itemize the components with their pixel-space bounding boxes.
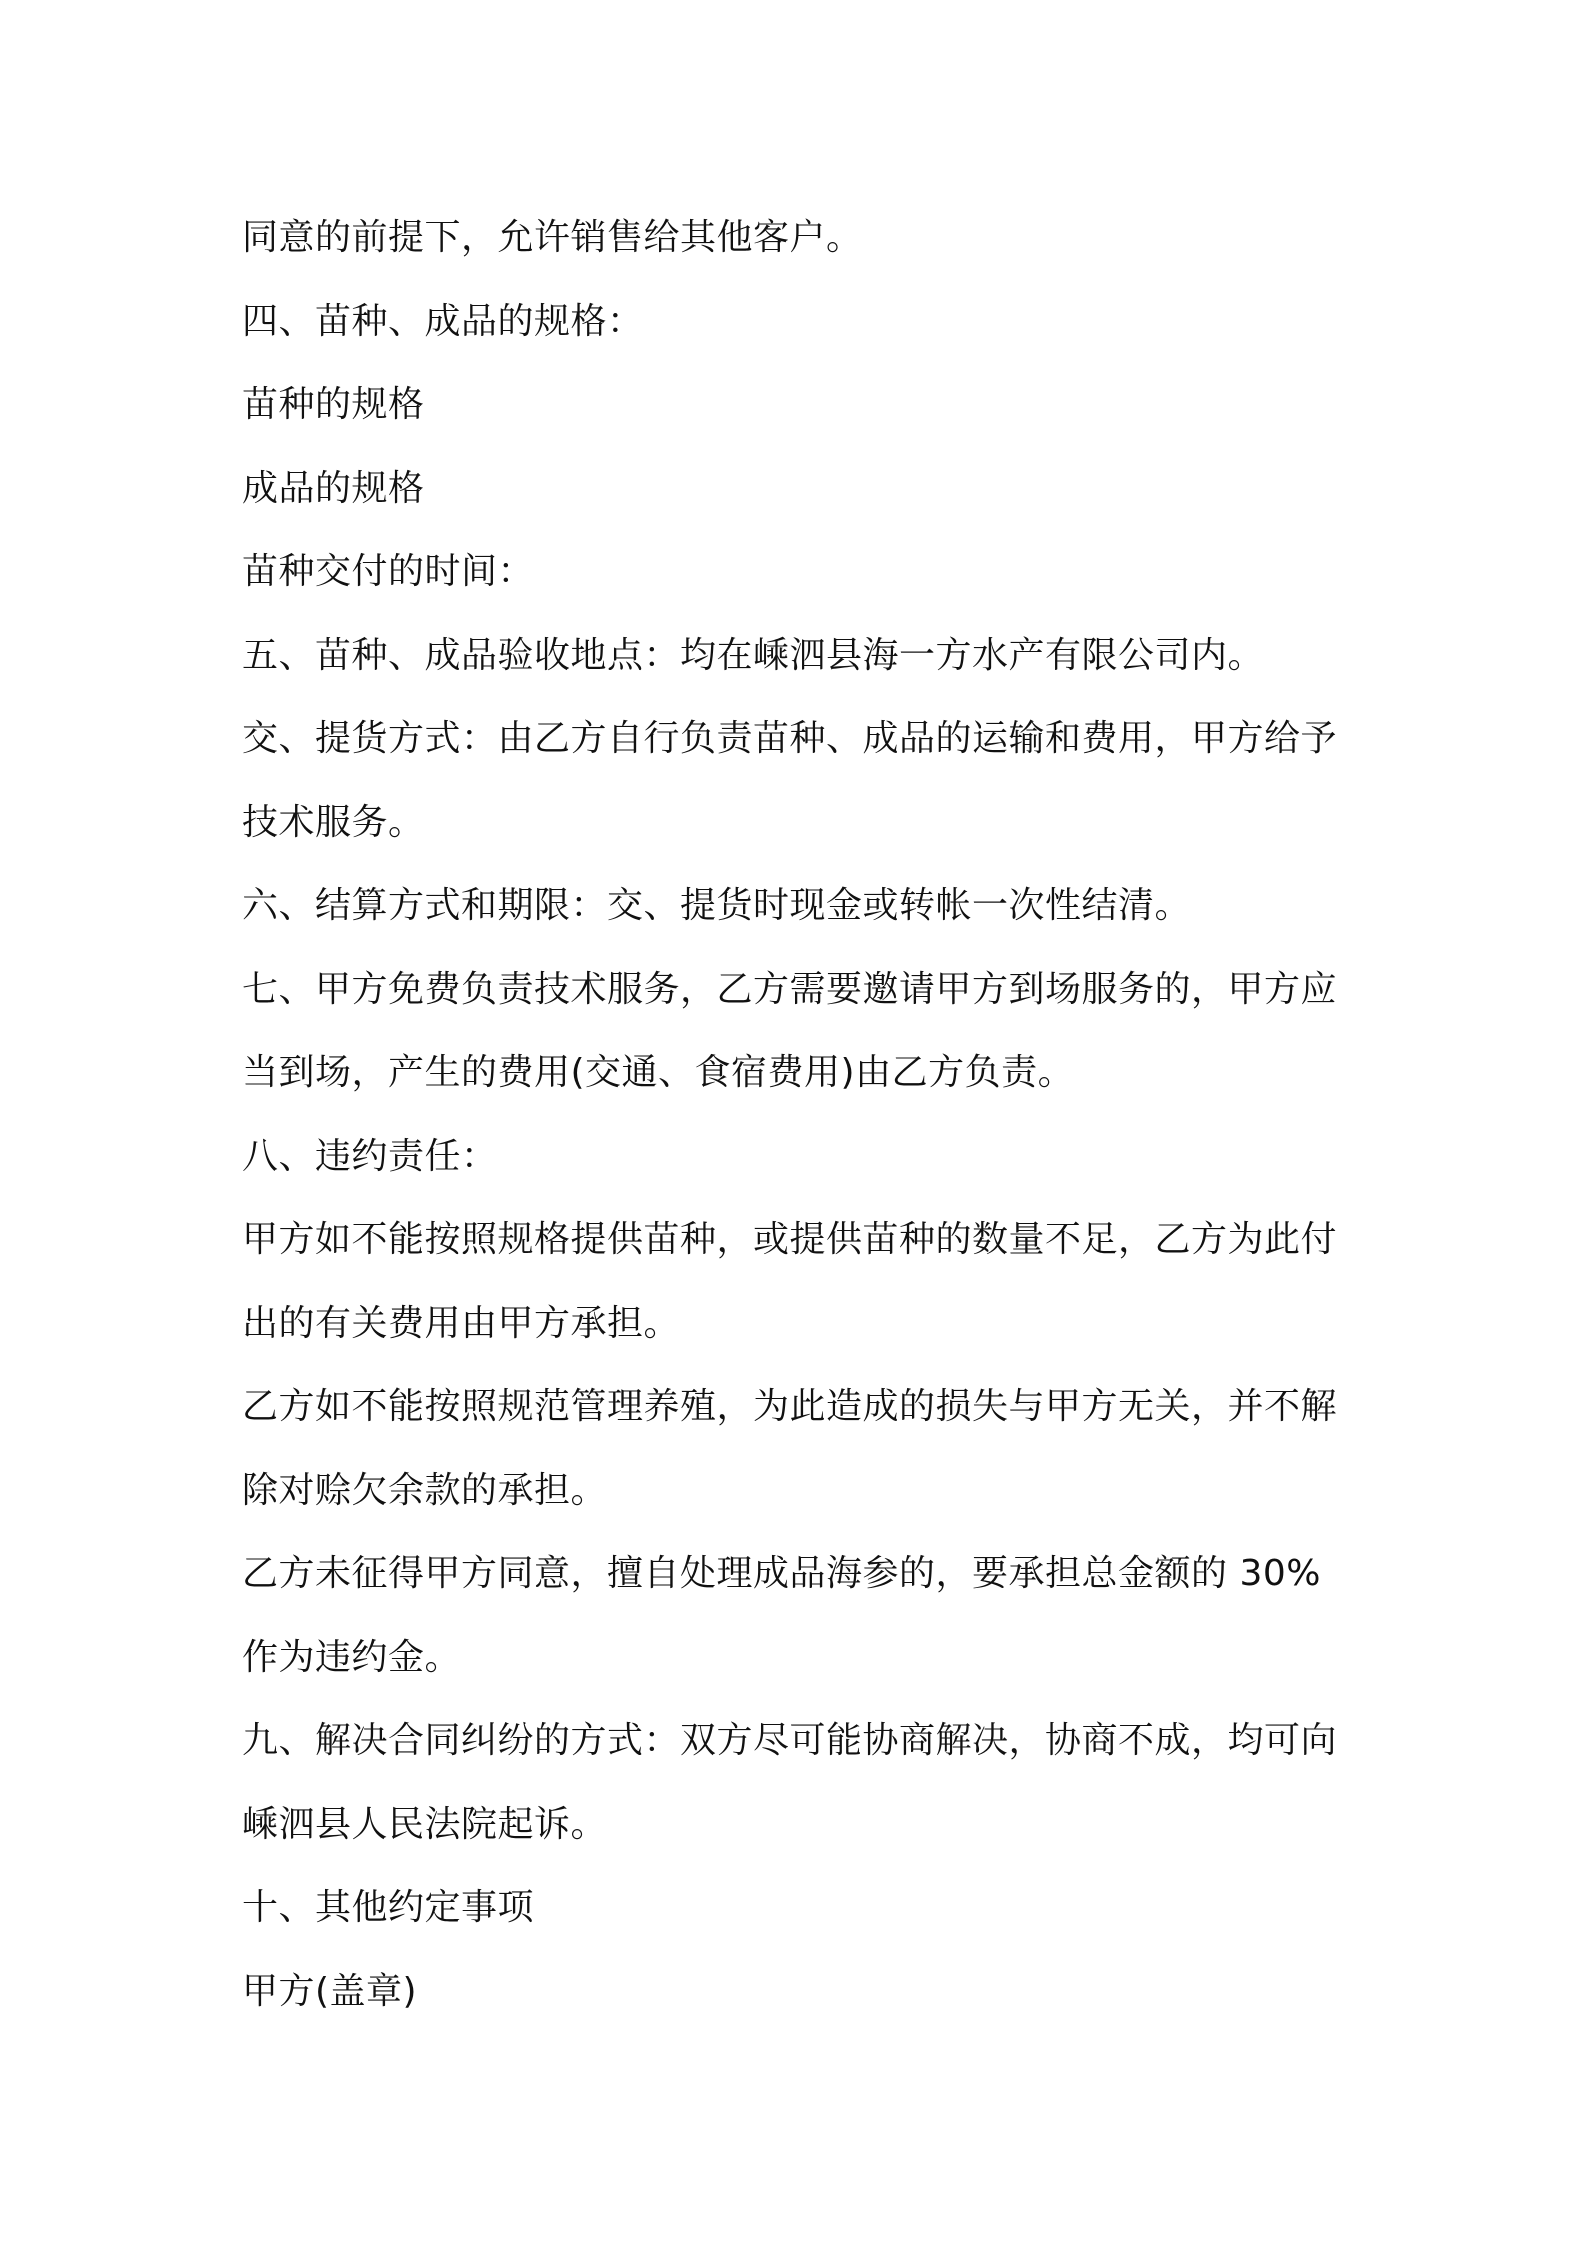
text-line: 作为违约金。	[242, 1636, 462, 1678]
section-heading: 六、结算方式和期限：交、提货时现金或转帐一次性结清。	[242, 885, 1192, 926]
text-line: 技术服务。	[242, 801, 425, 843]
text-line: 乙方如不能按照规范管理养殖，为此造成的损失与甲方无关，并不解	[242, 1386, 1338, 1427]
signature-label: 甲方(盖章)	[242, 1970, 418, 2012]
text-line: 除对赊欠余款的承担。	[242, 1469, 608, 1511]
section-heading: 五、苗种、成品验收地点：均在嵊泗县海一方水产有限公司内。	[242, 634, 1265, 676]
section-heading: 七、甲方免费负责技术服务，乙方需要邀请甲方到场服务的，甲方应	[242, 968, 1338, 1010]
text-line: 当到场，产生的费用(交通、食宿费用)由乙方负责。	[242, 1052, 1075, 1093]
document-body	[242, 196, 1362, 2033]
section-heading: 四、苗种、成品的规格：	[242, 300, 644, 342]
section-heading: 十、其他约定事项	[242, 1887, 535, 1928]
text-line: 同意的前提下，允许销售给其他客户。	[242, 217, 863, 258]
text-line: 乙方未征得甲方同意，擅自处理成品海参的，要承担总金额的 30%	[242, 1553, 1321, 1594]
text-line: 成品的规格	[242, 467, 425, 509]
section-heading: 八、违约责任：	[242, 1135, 498, 1177]
text-line: 嵊泗县人民法院起诉。	[242, 1803, 608, 1845]
text-line: 苗种交付的时间：	[242, 551, 535, 592]
text-line: 交、提货方式：由乙方自行负责苗种、成品的运输和费用，甲方给予	[242, 718, 1338, 759]
text-line: 出的有关费用由甲方承担。	[242, 1302, 681, 1344]
section-heading: 九、解决合同纠纷的方式：双方尽可能协商解决，协商不成，均可向	[242, 1720, 1338, 1761]
text-line: 苗种的规格	[242, 384, 425, 425]
text-line: 甲方如不能按照规格提供苗种，或提供苗种的数量不足，乙方为此付	[242, 1219, 1338, 1260]
